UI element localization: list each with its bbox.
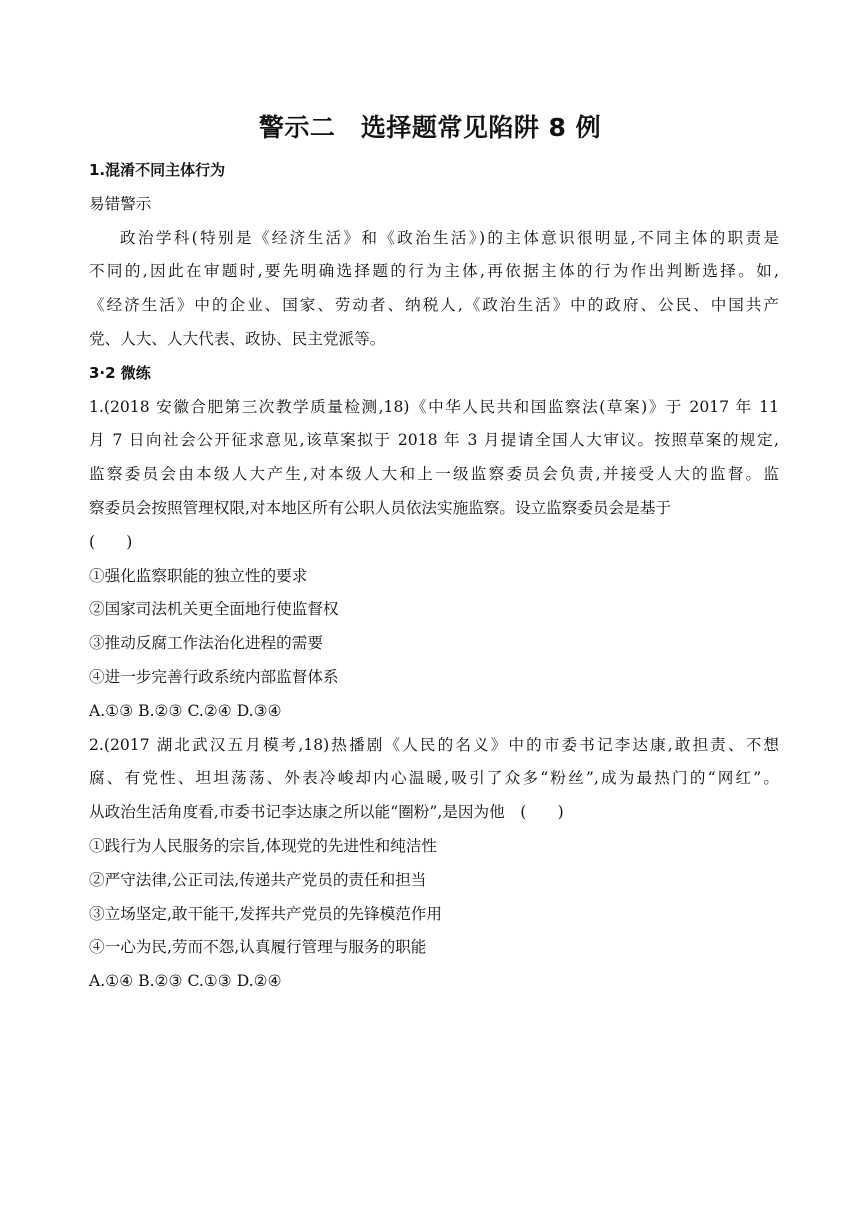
question-stem-line: 从政治生活角度看,市委书记李达康之所以能“圈粉”,是因为他 ( ) [89,803,564,822]
question-stem-line: 腐、有党性、坦坦荡荡、外表冷峻却内心温暖,吸引了众多“粉丝”,成为最热门的“网红”。 [89,769,779,788]
practice-heading: 3·2 微练 [89,363,151,382]
page-title: 警示二 选择题常见陷阱 8 例 [258,113,602,142]
paragraph-line: 不同的,因此在审题时,要先明确选择题的行为主体,再依据主体的行为作出判断选择。如, [89,262,779,281]
question-option: ④进一步完善行政系统内部监督体系 [89,667,339,686]
question-option: ①强化监察职能的独立性的要求 [89,566,308,585]
question-option: ②国家司法机关更全面地行使监督权 [89,600,339,619]
document-body [89,154,779,999]
question-option: ③推动反腐工作法治化进程的需要 [89,634,323,653]
answer-choices: A.①④ B.②③ C.①③ D.②④ [89,972,282,991]
paragraph-line: 党、人大、人大代表、政协、民主党派等。 [89,329,386,348]
paragraph-line: 政治学科(特别是《经济生活》和《政治生活》)的主体意识很明显,不同主体的职责是 [120,228,779,247]
paragraph-line: 《经济生活》中的企业、国家、劳动者、纳税人,《政治生活》中的政府、公民、中国共产 [89,296,779,315]
section-heading: 1.混淆不同主体行为 [89,161,226,179]
answer-choices: A.①③ B.②③ C.②④ D.③④ [89,701,282,720]
question-option: ②严守法律,公正司法,传递共产党员的责任和担当 [89,870,427,889]
answer-blank: ( ) [89,532,133,551]
question-stem-line: 月 7 日向社会公开征求意见,该草案拟于 2018 年 3 月提请全国人大审议。按照草案的规定, [89,431,779,450]
question-stem-line: 监察委员会由本级人大产生,对本级人大和上一级监察委员会负责,并接受人大的监督。监 [89,465,779,484]
question-option: ①践行为人民服务的宗旨,体现党的先进性和纯洁性 [89,836,438,855]
question-stem-line: 1.(2018 安徽合肥第三次教学质量检测,18)《中华人民共和国监察法(草案)》于 2017 年 11 [89,397,779,416]
question-stem-line: 察委员会按照管理权限,对本地区所有公职人员依法实施监察。设立监察委员会是基于 [89,498,671,517]
question-option: ③立场坚定,敢干能干,发挥共产党员的先锋模范作用 [89,904,442,923]
section-label: 易错警示 [89,194,152,213]
question-option: ④一心为民,劳而不怨,认真履行管理与服务的职能 [89,938,427,957]
question-stem-line: 2.(2017 湖北武汉五月模考,18)热播剧《人民的名义》中的市委书记李达康,敢担责、不想 [89,735,779,754]
